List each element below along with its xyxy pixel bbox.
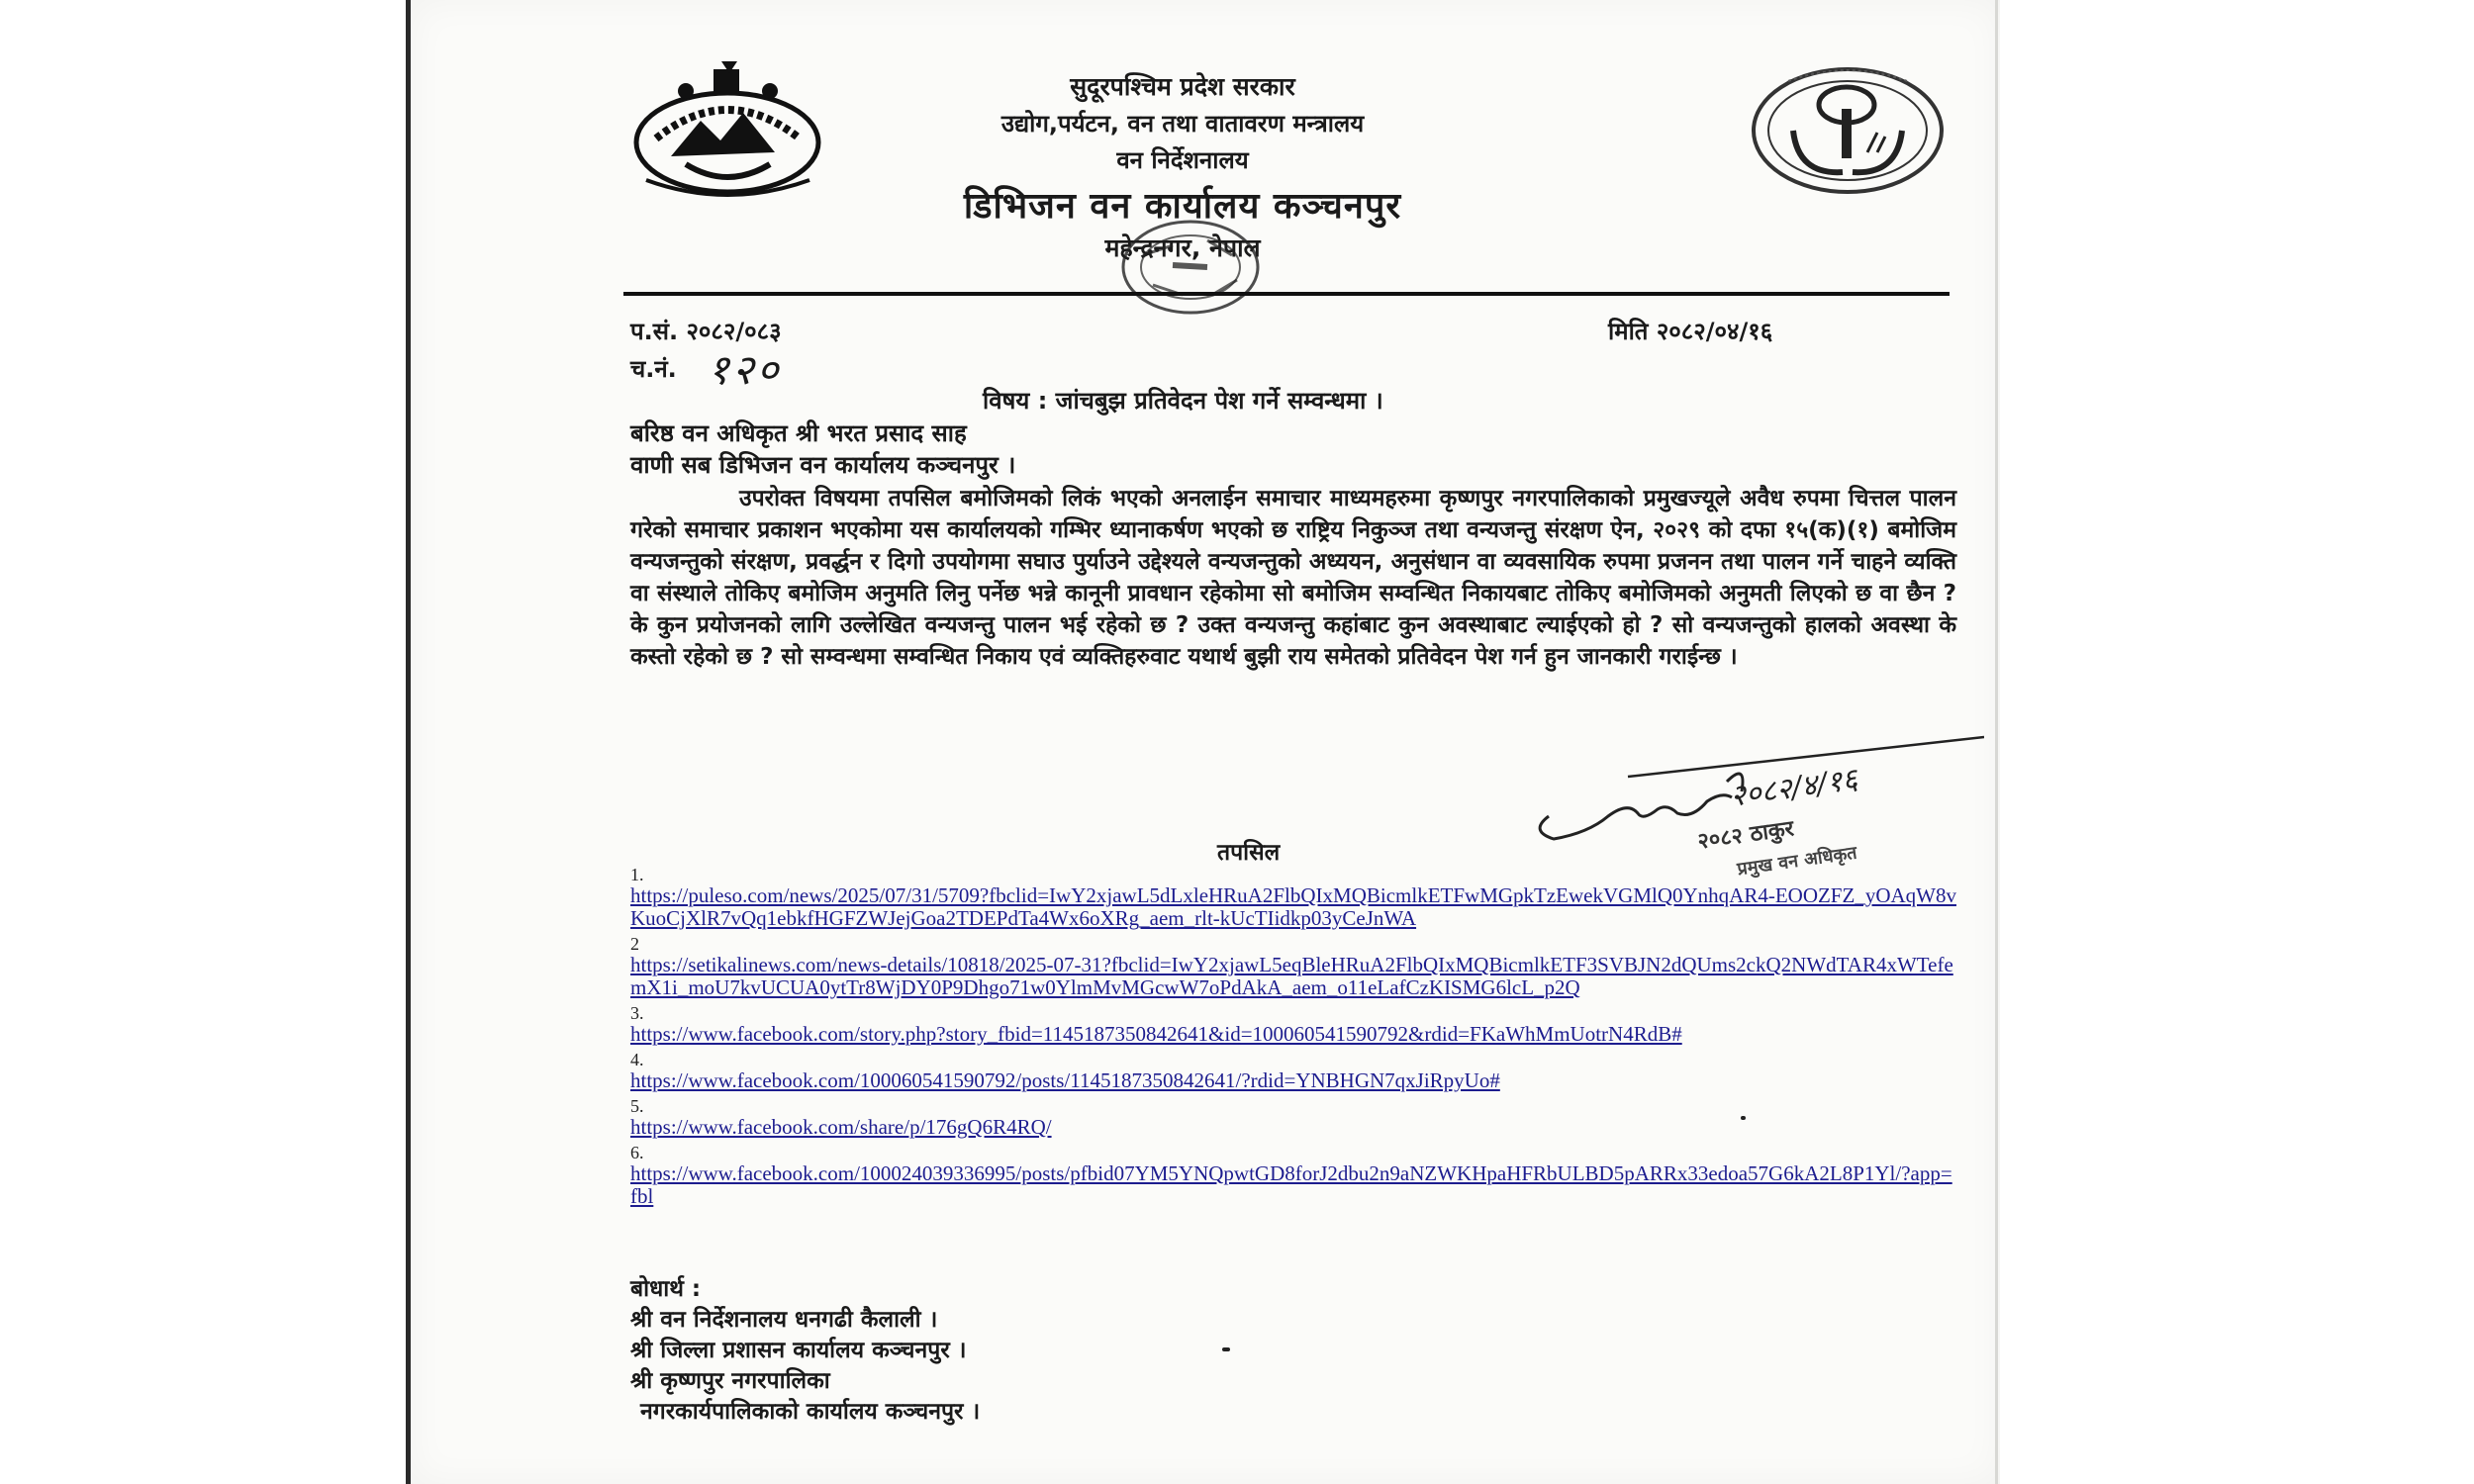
letter-body: उपरोक्त विषयमा तपसिल बमोजिमको लिकं भएको अनलाईन समाचार माध्यमहरुमा कृष्णपुर नगरपालिकाको प्रमुखज्यूले अवैध रुपमा चित्तल पालन गरेको समाचार प्रकाशन भएकोमा यस कार्यालयको गम्भिर ध्यानाकर्षण भएको छ राष्ट्रिय निकुञ्ज तथा वन्यजन्तु संरक्षण ऐन, २०२९ को दफा १५(क)(१) बमोजिम वन्यजन्तुको संरक्षण, प्रवर्द्धन र दिगो उपयोगमा सघाउ पुर्याउने उद्देश्यले वन्यजन्तुको अध्ययन, अनुसंधान वा व्यवसायिक रुपमा प्रजनन तथा पालन गर्ने चाहने व्यक्ति वा संस्थाले तोकिए बमोजिम अनुमति लिनु पर्नेछ भन्ने कानूनी प्रावधान रहेकोमा सो बमोजिम सम्वन्धित निकायबाट तोकिए बमोजिमको अनुमती लिएको छ वा छैन ? के कुन प्रयोजनको लागि उल्लेखित वन्यजन्तु पालन भई रहेको छ ? उक्त वन्यजन्तु कहांबाट कुन अवस्थाबाट ल्याईएको हो ? सो वन्यजन्तुको हालको अवस्था के कस्तो रहेको छ ? सो सम्वन्धमा सम्वन्धित निकाय एवं व्यक्तिहरुवाट यथार्थ बुझी राय समेतको प्रतिवेदन पेश गर्न हुन जानकारी गराईन्छ । <box>630 486 1956 670</box>
annex-link-item <box>630 1050 1956 1092</box>
link-number: 2 <box>630 934 639 954</box>
copy-to-item: नगरकार्यपालिकाको कार्यालय कञ्चनपुर । <box>640 1399 981 1425</box>
letter-page <box>406 0 2000 1484</box>
copy-to-item: श्री कृष्णपुर नगरपालिका <box>630 1368 830 1394</box>
province-government-line: सुदूरपश्चिम प्रदेश सरकार <box>1070 72 1295 101</box>
reference-number: प.सं. २०८२/०८३ <box>630 318 782 345</box>
news-link[interactable]: https://www.facebook.com/share/p/176gQ6R4RQ/ <box>630 1115 1052 1139</box>
letter-date: मिति २०८२/०४/१६ <box>1608 318 1773 345</box>
ink-speck <box>1222 1347 1230 1351</box>
annex-link-item <box>630 1096 1956 1139</box>
directorate-line: वन निर्देशनालय <box>1116 146 1249 174</box>
dispatch-number-handwritten: १२० <box>708 345 782 394</box>
link-number: 4. <box>630 1050 644 1069</box>
office-received-stamp-icon <box>1113 216 1272 329</box>
annex-link-item <box>630 934 1956 999</box>
copy-to-block <box>630 1274 980 1428</box>
link-number: 3. <box>630 1003 644 1023</box>
recipient-block <box>630 417 1015 482</box>
svg-text:२०८२/४/१६: २०८२/४/१६ <box>1728 762 1860 814</box>
forest-tree-hands-logo-icon <box>1749 61 1947 200</box>
signatory-title: प्रमुख वन अधिकृत <box>1736 842 1858 881</box>
link-number: 5. <box>630 1096 644 1116</box>
left-margin-background <box>0 0 404 1484</box>
link-number: 6. <box>630 1143 644 1162</box>
news-link[interactable]: https://www.facebook.com/story.php?story_fbid=1145187350842641&id=100060541590792&rdid=FKaWhMmUotrN4RdB# <box>630 1022 1682 1046</box>
recipient-name: बरिष्ठ वन अधिकृत श्री भरत प्रसाद साह <box>630 419 967 447</box>
news-link[interactable]: https://puleso.com/news/2025/07/31/5709?fbclid=IwY2xjawL5dLxleHRuA2FlbQIxMQBicmlkETFwMGpkTzEwekVGMlQ0YnhqAR4-EOOZFZ_yOAqW8vKuoCjXlR7vQq1ebkfHGFZWJejGoa2TDEPdTa4Wx6oXRg_aem_rlt-kUcTIidkp03yCeJnWA <box>630 883 1956 930</box>
page-edge <box>1995 0 1998 1484</box>
copy-to-heading: बोधार्थ : <box>630 1276 702 1302</box>
dispatch-number-label: च.नं. <box>630 355 677 383</box>
ministry-line: उद्योग,पर्यटन, वन तथा वातावरण मन्त्रालय <box>1000 110 1365 138</box>
annex-link-item <box>630 1003 1956 1046</box>
office-location: महेन्द्रनगर, नेपाल <box>1104 233 1261 262</box>
recipient-office: वाणी सब डिभिजन वन कार्यालय कञ्चनपुर । <box>630 451 1016 480</box>
signatory-name: २०८२ ठाकुर <box>1695 816 1796 855</box>
letter-subject: विषय : जांचबुझ प्रतिवेदन पेश गर्ने सम्वन्धमा । <box>983 387 1383 415</box>
header-divider <box>623 292 1950 296</box>
annex-link-item <box>630 1143 1956 1208</box>
annex-heading: तपसिल <box>1217 840 1281 866</box>
annex-link-list <box>630 865 1956 1212</box>
copy-to-item: श्री जिल्ला प्रशासन कार्यालय कञ्चनपुर । <box>630 1338 967 1363</box>
nepal-government-emblem-icon <box>626 61 829 200</box>
news-link[interactable]: https://www.facebook.com/100024039336995/posts/pfbid07YM5YNQpwtGD8forJ2dbu2n9aNZWKHpaHFRbULBD5pARRx33edoa57G6kA2L8P1Yl/?app=fbl <box>630 1161 1952 1208</box>
news-link[interactable]: https://setikalinews.com/news-details/10818/2025-07-31?fbclid=IwY2xjawL5eqBleHRuA2FlbQIxMQBicmlkETF3SVBJN2dQUms2ckQ2NWdTAR4xWTefemX1i_moU7kvUCUA0ytTr8WjDY0P9Dhgo71w0YlmMvMGcwW7oPdAkA_aem_o11eLafCzKISMG6lcL_p2Q <box>630 953 1953 999</box>
copy-to-item: श्री वन निर्देशनालय धनगढी कैलाली । <box>630 1307 938 1333</box>
link-number: 1. <box>630 865 644 884</box>
ink-speck <box>1741 1116 1746 1120</box>
annex-link-item <box>630 865 1956 930</box>
news-link[interactable]: https://www.facebook.com/100060541590792/posts/1145187350842641/?rdid=YNBHGN7qxJiRpyUo# <box>630 1068 1500 1092</box>
office-name: डिभिजन वन कार्यालय कञ्चनपुर <box>963 186 1402 227</box>
